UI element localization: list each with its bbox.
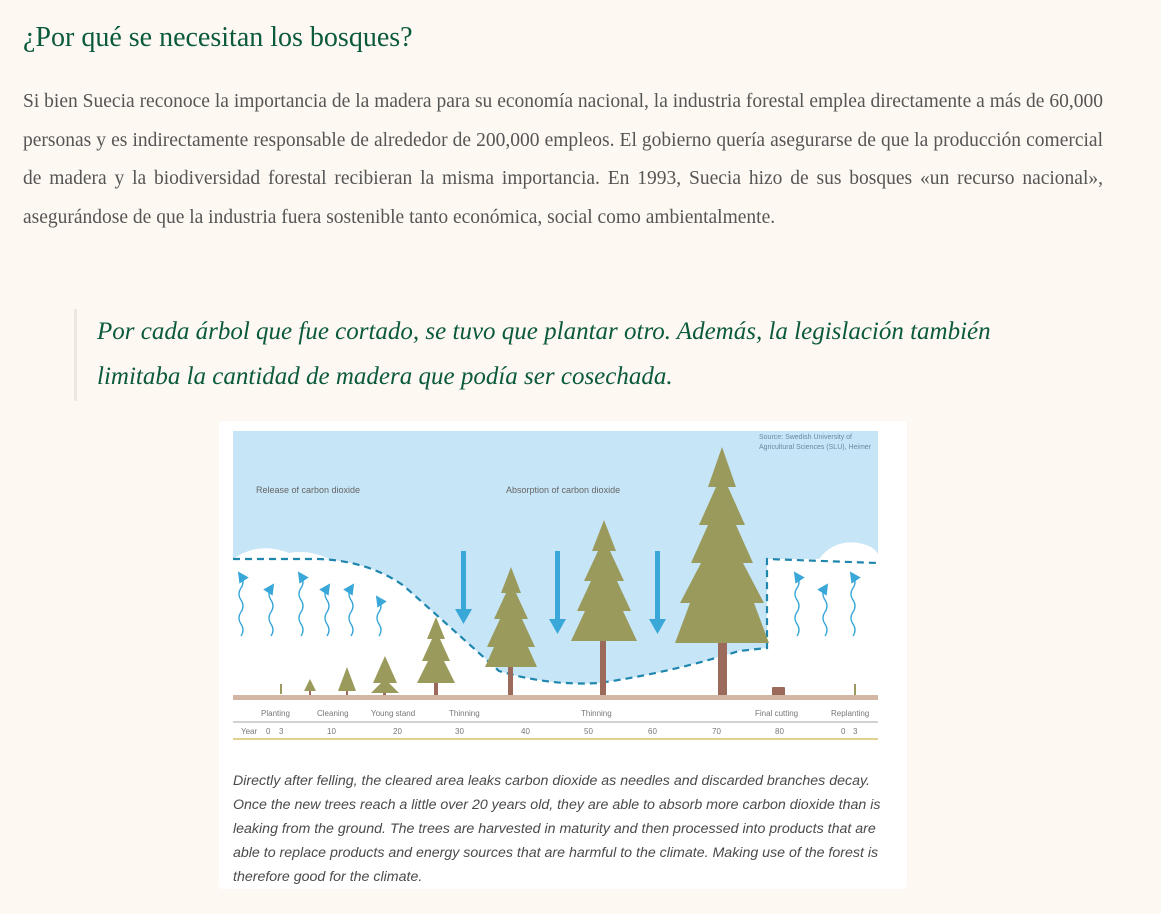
stage-cleaning: Cleaning (317, 709, 349, 718)
mature-tree-trunk (718, 643, 727, 697)
article-paragraph: Si bien Suecia reconoce la importancia de la madera para su economía nacional, la industria forestal emplea directamente a más de 60,000 personas y es indirectamente responsable de alrededor de 200,000 empleos. El gobierno quería asegurarse de que la producción comercial de madera y la biodiversidad forestal recibieran la misma importancia. En 1993, Suecia hizo de sus bosques «un recurso nacional», asegurándose de que la industria fuera sostenible tanto económica, social como ambientalmente. (23, 91, 1103, 228)
absorption-arrow-shaft (655, 551, 660, 621)
stage-planting: Planting (261, 709, 290, 718)
year-3: 3 (279, 727, 284, 736)
stage-labels (261, 709, 869, 718)
pull-quote (74, 309, 1077, 401)
stage-young-stand: Young stand (371, 709, 416, 718)
year-label: Year (241, 727, 258, 736)
year-80: 80 (775, 727, 784, 736)
year-50: 50 (584, 727, 593, 736)
absorption-arrow-shaft (555, 551, 560, 621)
year-0: 0 (266, 727, 271, 736)
pull-quote-text: Por cada árbol que fue cortado, se tuvo que plantar otro. Además, la legislación también limitaba la cantidad de madera que podía ser cosechada. (97, 318, 991, 390)
year-40: 40 (521, 727, 530, 736)
year-20: 20 (393, 727, 402, 736)
year-10: 10 (327, 727, 336, 736)
source-line-1: Source: Swedish University of (759, 434, 852, 441)
forest-carbon-diagram (219, 421, 907, 761)
ground-strip (233, 695, 878, 700)
tree-stump (772, 687, 785, 696)
figure-caption: Directly after felling, the cleared area leaks carbon dioxide as needles and discarded branches decay. Once the new trees reach a little over 20 years old, they are able to absorb more carbon dioxide than is leaking from the ground. The trees are harvested in maturity and then processed into products that are able to replace products and energy sources that are harmful to the climate. Making use of the forest is therefore good for the climate. (233, 773, 881, 885)
stage-replanting: Replanting (831, 709, 870, 718)
forest-carbon-figure (219, 421, 907, 889)
source-line-2: Agricultural Sciences (SLU), Heimer (759, 444, 872, 451)
absorption-arrow-shaft (461, 551, 466, 611)
stage-thinning-2: Thinning (581, 709, 612, 718)
year-30: 30 (455, 727, 464, 736)
stage-thinning-1: Thinning (449, 709, 480, 718)
stage-final-cutting: Final cutting (755, 709, 799, 718)
article-heading: ¿Por qué se necesitan los bosques? (23, 22, 413, 53)
absorption-label: Absorption of carbon dioxide (506, 485, 621, 495)
replant-year-3: 3 (853, 727, 858, 736)
seedling-trunk (280, 684, 282, 694)
release-label: Release of carbon dioxide (256, 485, 361, 495)
year-labels (241, 727, 858, 736)
year-70: 70 (712, 727, 721, 736)
replanted-seedling (854, 684, 856, 695)
replant-year-0: 0 (841, 727, 846, 736)
mid-tree-trunk (508, 667, 513, 697)
large-tree-trunk (600, 641, 606, 697)
thinning-tree-trunk (434, 683, 438, 695)
year-60: 60 (648, 727, 657, 736)
